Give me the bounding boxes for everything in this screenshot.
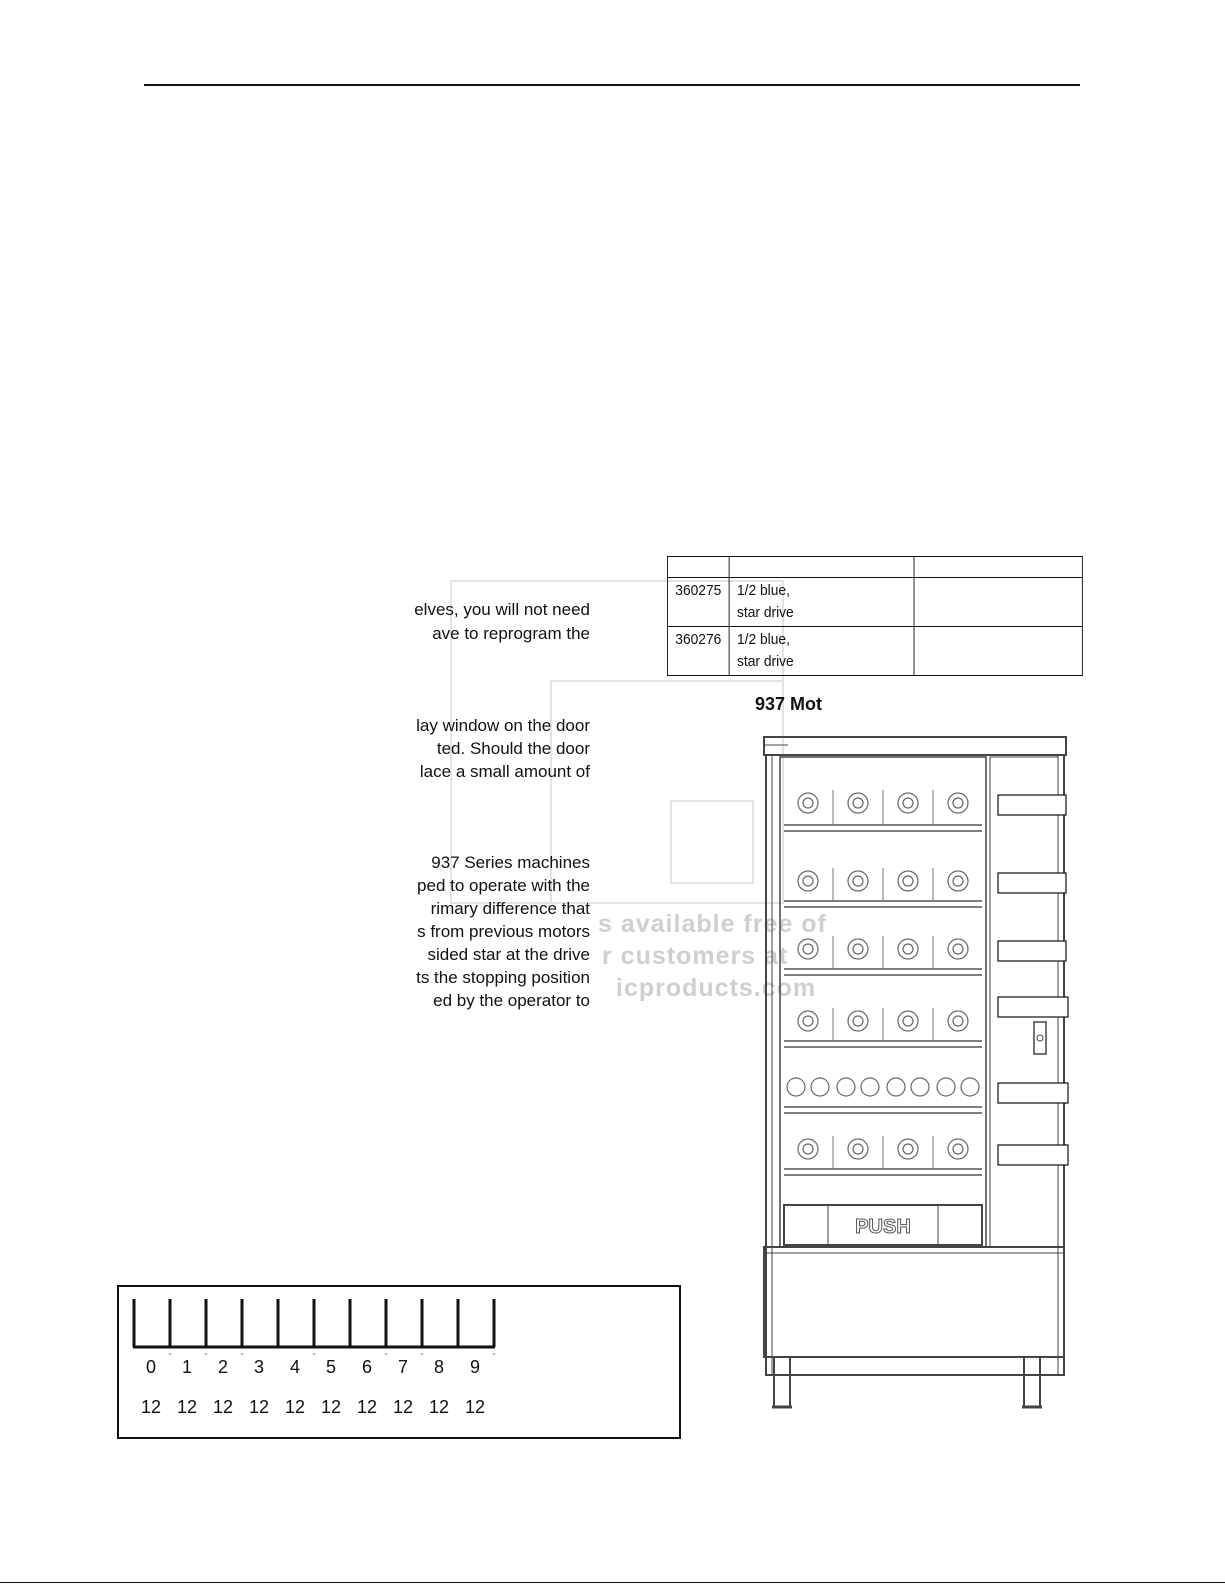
part-description-line: star drive: [736, 604, 794, 621]
selector-comb: [119, 1287, 519, 1357]
body-fragment: lace a small amount of: [419, 762, 590, 781]
body-fragment: ts the stopping position: [416, 968, 590, 987]
part-extra: [914, 578, 1082, 627]
body-fragment: ted. Should the door: [436, 739, 590, 758]
selector-capacity: 12: [428, 1397, 450, 1417]
selector-column-label: 8: [433, 1357, 444, 1377]
part-extra: [914, 627, 1082, 676]
watermark-line-1: s available free of: [598, 910, 827, 938]
selector-column-label: 3: [253, 1357, 264, 1377]
body-fragment: lay window on the door: [416, 716, 590, 735]
table-row: [667, 578, 1082, 627]
body-fragment: ave to reprogram the: [432, 624, 590, 643]
selector-column-label: 4: [289, 1357, 300, 1377]
part-description: [729, 627, 914, 676]
body-fragment: rimary difference that: [430, 899, 590, 918]
body-fragment: ped to operate with the: [417, 876, 590, 895]
header-rule: [144, 84, 1080, 86]
body-fragment: s from previous motors: [417, 922, 590, 941]
vending-machine-illustration: [758, 735, 1078, 1435]
selector-column-label: 0: [145, 1357, 156, 1377]
figure-caption: 937 Mot: [755, 694, 823, 714]
selector-column-label: 1: [181, 1357, 192, 1377]
watermark-logo-core: [670, 800, 754, 884]
selector-capacity: 12: [176, 1397, 198, 1417]
selector-capacity: 12: [320, 1397, 342, 1417]
selector-diagram: [117, 1285, 681, 1439]
watermark-line-2: r customers at: [602, 942, 789, 970]
body-fragment: 937 Series machines: [431, 853, 590, 872]
part-number: 360276: [667, 627, 729, 676]
watermark-line-3: icproducts.com: [616, 974, 817, 1002]
body-fragment: elves, you will not need: [414, 600, 590, 619]
part-description-line: 1/2 blue,: [736, 582, 790, 599]
selector-capacity: 12: [392, 1397, 414, 1417]
selector-column-label: 6: [361, 1357, 372, 1377]
selector-capacity: 12: [248, 1397, 270, 1417]
selector-column-label: 2: [217, 1357, 228, 1377]
selector-capacity: 12: [140, 1397, 162, 1417]
table-header-row: [667, 557, 1082, 578]
selector-capacity: 12: [212, 1397, 234, 1417]
table-row: [667, 627, 1082, 676]
footer-rule: [0, 1582, 1225, 1583]
selector-column-label: 5: [325, 1357, 336, 1377]
part-description-line: star drive: [736, 653, 794, 670]
selector-column-label: 9: [469, 1357, 480, 1377]
part-number: 360275: [667, 578, 729, 627]
part-description: [729, 578, 914, 627]
selector-capacity: 12: [464, 1397, 486, 1417]
push-label: PUSH: [855, 1216, 911, 1238]
body-fragment: sided star at the drive: [427, 945, 590, 964]
selector-capacity: 12: [284, 1397, 306, 1417]
motor-table: [667, 556, 1083, 676]
selector-column-label: 7: [397, 1357, 408, 1377]
body-fragment: ed by the operator to: [433, 991, 590, 1010]
selector-capacity: 12: [356, 1397, 378, 1417]
part-description-line: 1/2 blue,: [736, 631, 790, 648]
